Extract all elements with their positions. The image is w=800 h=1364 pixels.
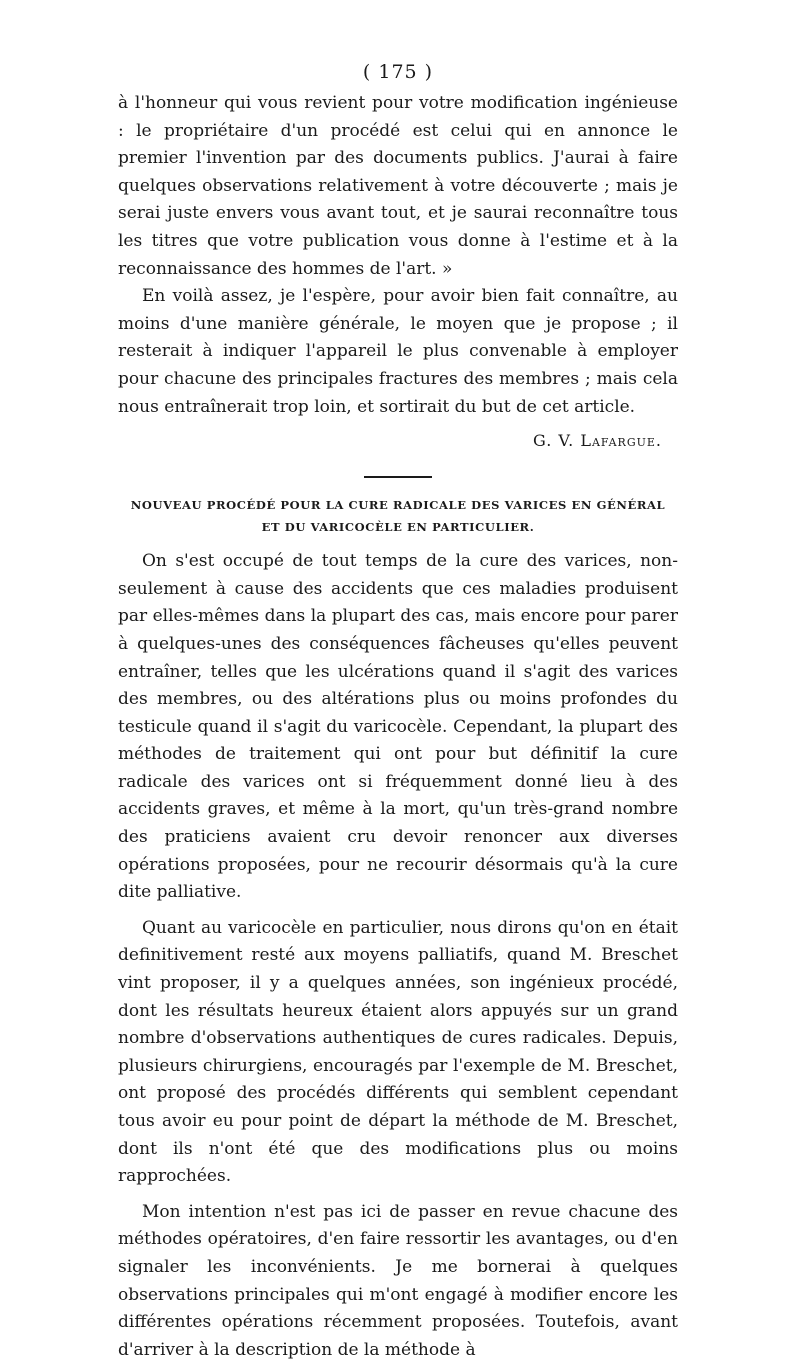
section-divider (364, 476, 432, 478)
article-title-line-1: NOUVEAU PROCÉDÉ POUR LA CURE RADICALE DES VARICES EN GÉNÉRAL (130, 498, 666, 513)
page-number: ( 175 ) (362, 61, 434, 83)
signature-name: Lafargue. (580, 431, 662, 451)
signature-initials: G. V. (533, 431, 581, 451)
article-title (118, 494, 678, 538)
closing-paragraph: En voilà assez, je l'espère, pour avoir bien fait connaître, au moins d'une manière générale, le moyen que je propose ; il resterait à indiquer l'appareil le plus convenable à employer pour chacune des principales fractures des membres ; mais cela nous entraînerait trop loin, et sortirait du but de cet article. (118, 286, 678, 417)
article-paragraph-3: Mon intention n'est pas ici de passer en revue chacune des méthodes opératoires, d'en faire ressortir les avantages, ou d'en signaler les inconvénients. Je me bornerai à quelques observations principales qui m'ont engagé à modifier encore les différentes opérations récemment proposées. Toutefois, avant d'arriver à la description de la méthode à (118, 1201, 678, 1360)
article-paragraph-2: Quant au varicocèle en particulier, nous dirons qu'on en était definitivement resté aux moyens palliatifs, quand M. Breschet vint proposer, il y a quelques années, son ingénieux procédé, dont les résultats heureux étaient alors appuyés sur un grand nombre d'observations authentiques de cures radicales. Depuis, plusieurs chirurgiens, encouragés par l'exemple de M. Breschet, ont proposé des procédés différents qui semblent cependant tous avoir eu pour point de départ la méthode de M. Breschet, dont ils n'ont été que des modifications plus ou moins rapprochées. (118, 917, 678, 1187)
author-signature (118, 427, 662, 454)
article-paragraph-1: On s'est occupé de tout temps de la cure des varices, non-seulement à cause des accidents que ces maladies produisent par elles-mêmes dans la plupart des cas, mais encore pour parer à quelques-unes des conséquences fâcheuses qu'elles peuvent entraîner, telles que les ulcérations quand il s'agit des varices des membres, ou des altérations plus ou moins profondes du testicule quand il s'agit du varicocèle. Cependant, la plupart des méthodes de traitement qui ont pour but définitif la cure radicale des varices ont si fréquemment donné lieu à des accidents graves, et même à la mort, qu'un très-grand nombre des praticiens avaient cru devoir renoncer aux diverses opérations proposées, pour ne recourir désormais qu'à la cure dite palliative. (118, 551, 678, 903)
article-title-line-2: ET DU VARICOCÈLE EN PARTICULIER. (261, 520, 535, 535)
intro-paragraph: à l'honneur qui vous revient pour votre modification ingénieuse : le propriétaire d'un procédé est celui qui en annonce le premier l'invention par des documents publics. J'aurai à faire quelques observations relativement à votre découverte ; mais je serai juste envers vous avant tout, et je saurai reconnaître tous les titres que votre publication vous donne à l'estime et à la reconnaissance des hommes de l'art. » (118, 93, 678, 279)
book-page (118, 58, 678, 1364)
